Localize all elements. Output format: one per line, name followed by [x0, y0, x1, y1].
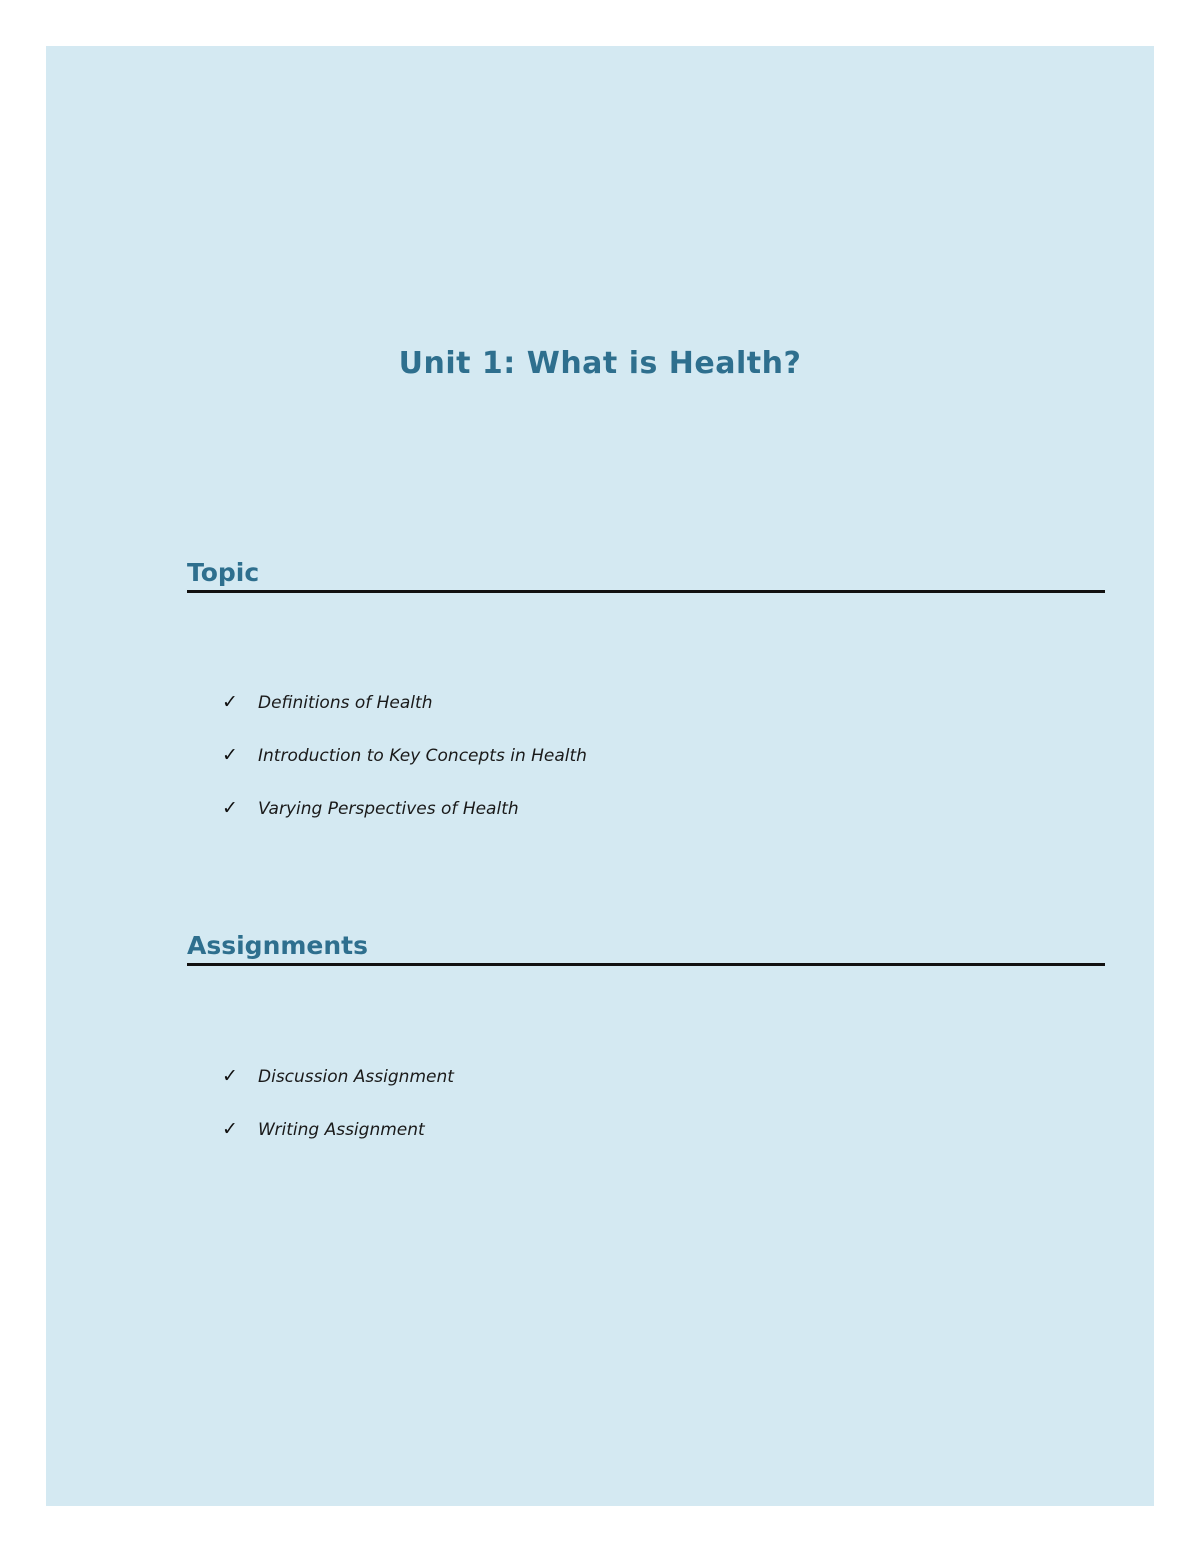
check-icon: ✓	[222, 1118, 238, 1140]
list-item	[222, 690, 587, 743]
list-item	[222, 743, 587, 796]
section-heading-topic: Topic	[187, 557, 1105, 593]
check-icon: ✓	[222, 744, 238, 766]
list-item-text: Varying Perspectives of Health	[258, 799, 519, 819]
page-title: Unit 1: What is Health?	[398, 346, 802, 381]
check-icon: ✓	[222, 691, 238, 713]
list-item-text: Writing Assignment	[258, 1120, 425, 1140]
list-item-text: Discussion Assignment	[258, 1067, 454, 1087]
list-item	[222, 796, 587, 849]
check-icon: ✓	[222, 1065, 238, 1087]
topic-list	[222, 690, 587, 849]
page-panel	[46, 46, 1154, 1506]
list-item-text: Definitions of Health	[258, 693, 433, 713]
list-item	[222, 1117, 454, 1170]
check-icon: ✓	[222, 797, 238, 819]
list-item-text: Introduction to Key Concepts in Health	[258, 746, 587, 766]
section-heading-assignments: Assignments	[187, 930, 1105, 966]
list-item	[222, 1064, 454, 1117]
assignments-list	[222, 1064, 454, 1170]
